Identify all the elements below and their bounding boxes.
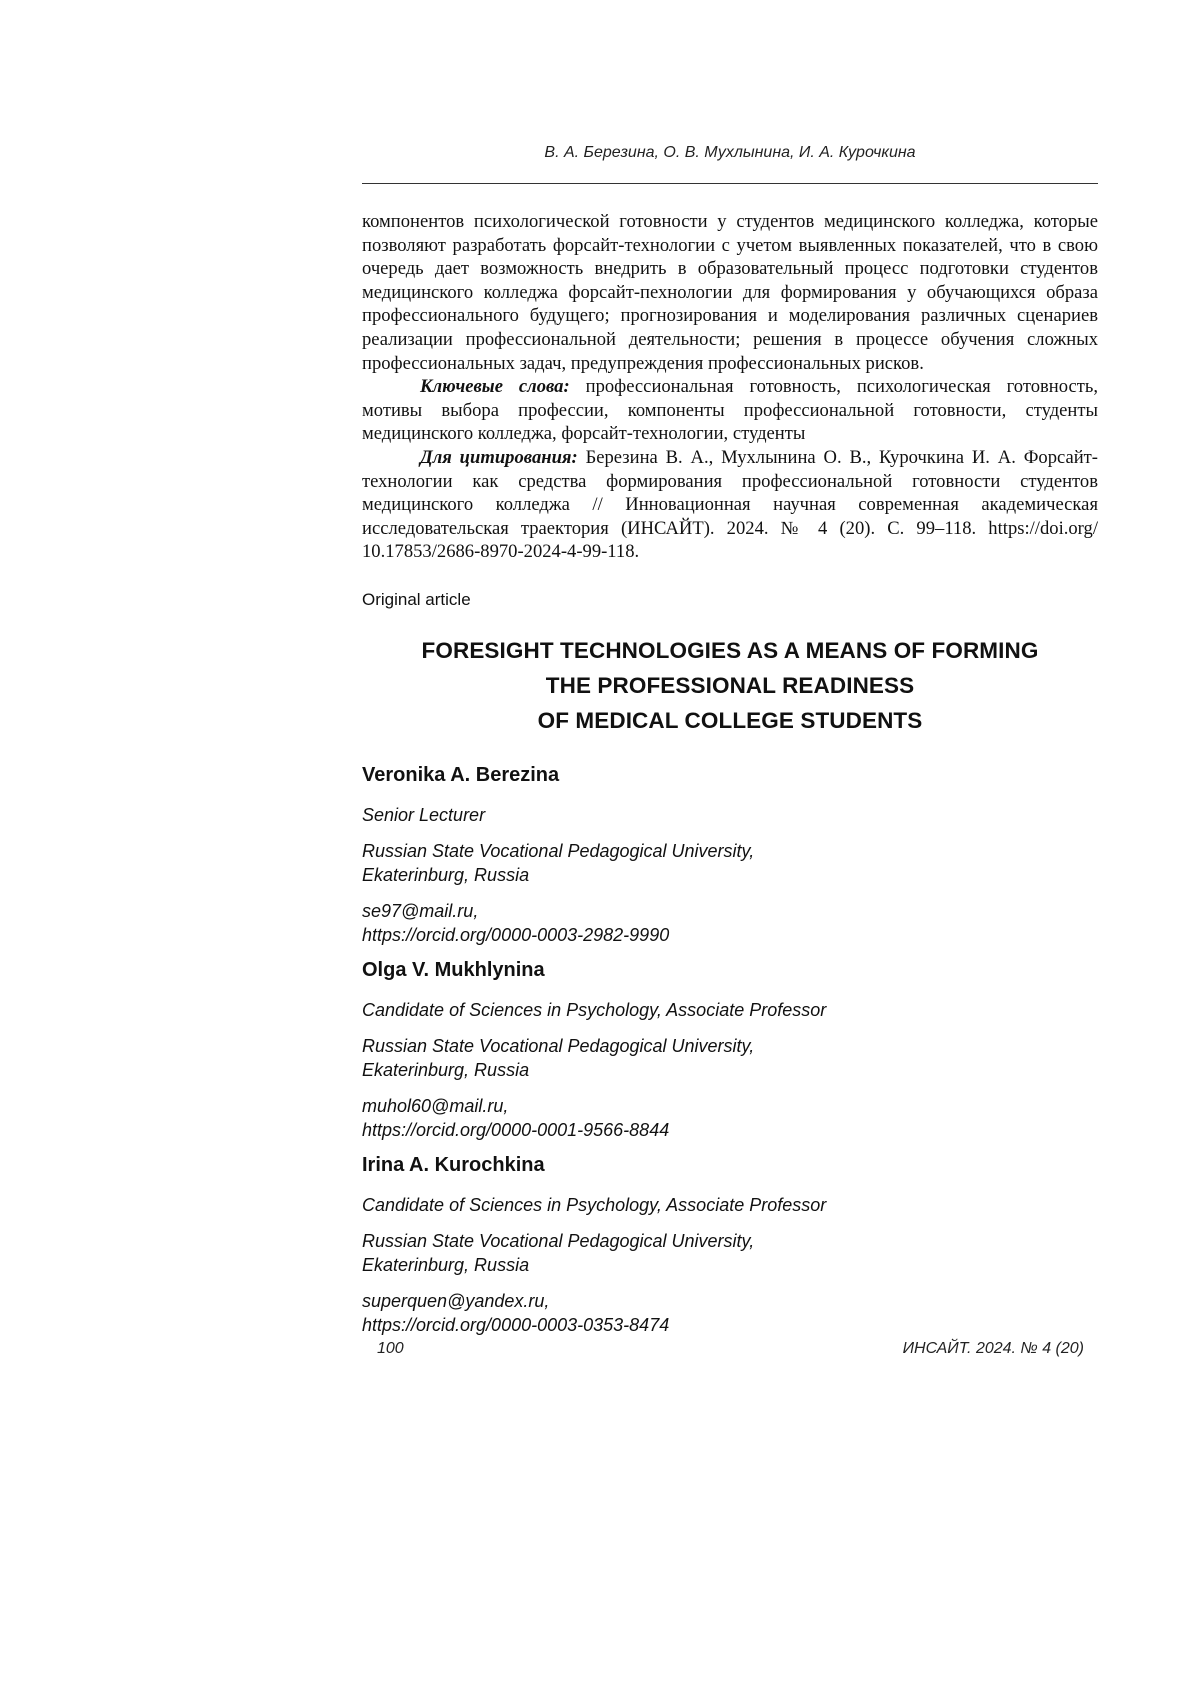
author-position: Candidate of Sciences in Psychology, Associate Professor: [362, 1194, 827, 1215]
author-block: [362, 957, 1098, 1142]
author-position: Senior Lecturer: [362, 804, 486, 825]
title-line: FORESIGHT TECHNOLOGIES AS A MEANS OF FORMING: [421, 637, 1039, 663]
page-number: 100: [377, 1340, 404, 1357]
citation-text: Березина В. А., Мухлынина О. В., Курочкина И. А. Форсайт-технологии как средства формирования профессиональной готовности студентов медицинского колледжа // Инновационная научная современная академическая исследовательская траектория (ИНСАЙТ). 2024. № 4 (20). С. 99–118. https://doi.org/ 10.17853/2686-8970-2024-4-99-118.: [362, 446, 1098, 563]
author-affiliation: Russian State Vocational Pedagogical University,: [362, 1230, 755, 1251]
author-block: [362, 762, 1098, 947]
author-name: Olga V. Mukhlynina: [362, 958, 545, 981]
page-content: [362, 210, 1098, 1337]
keywords-label: Ключевые слова:: [420, 376, 570, 398]
article-title: [362, 633, 1098, 738]
author-location: Ekaterinburg, Russia: [362, 1059, 530, 1080]
author-orcid: https://orcid.org/0000-0001-9566-8844: [362, 1119, 670, 1140]
author-block: [362, 1152, 1098, 1337]
title-line: THE PROFESSIONAL READINESS: [545, 672, 915, 698]
author-name: Veronika A. Berezina: [362, 763, 560, 786]
author-orcid: https://orcid.org/0000-0003-2982-9990: [362, 924, 670, 945]
article-type: Original article: [362, 589, 471, 609]
author-email: muhol60@mail.ru,: [362, 1095, 509, 1116]
author-email: se97@mail.ru,: [362, 900, 479, 921]
author-affiliation: Russian State Vocational Pedagogical University,: [362, 1035, 755, 1056]
title-line: OF MEDICAL COLLEGE STUDENTS: [537, 707, 923, 733]
running-header: В. А. Березина, О. В. Мухлынина, И. А. Курочкина: [544, 144, 916, 161]
citation-paragraph: [362, 446, 1098, 564]
author-affiliation: Russian State Vocational Pedagogical University,: [362, 840, 755, 861]
author-location: Ekaterinburg, Russia: [362, 1254, 530, 1275]
author-position: Candidate of Sciences in Psychology, Associate Professor: [362, 999, 827, 1020]
citation-label: Для цитирования:: [420, 446, 578, 468]
keywords-text: профессиональная готовность, психологическая готовность, мотивы выбора профессии, компоненты профессиональной готовности, студенты медицинского колледжа, форсайт-технологии, студенты: [362, 376, 1098, 445]
author-location: Ekaterinburg, Russia: [362, 864, 530, 885]
author-orcid: https://orcid.org/0000-0003-0353-8474: [362, 1314, 670, 1335]
journal-issue: ИНСАЙТ. 2024. № 4 (20): [902, 1340, 1084, 1357]
author-email: superquen@yandex.ru,: [362, 1290, 550, 1311]
author-name: Irina A. Kurochkina: [362, 1153, 545, 1176]
abstract-continuation: компонентов психологической готовности у студентов медицинского колледжа, которые позволяют разработать форсайт-технологии с учетом выявленных показателей, что в свою очередь дает возможность внедрить в образовательный процесс подготовки студентов медицинского колледжа форсайт-пехнологии для формирования у обучающихся образа профессионального будущего; прогнозирования и моделирования различных сценариев реализации профессиональной деятельности; решения в процессе обучения сложных профессиональных задач, предупреждения профессиональных рисков.: [362, 211, 1098, 374]
header-divider: [362, 183, 1098, 184]
keywords-paragraph: [362, 375, 1098, 446]
